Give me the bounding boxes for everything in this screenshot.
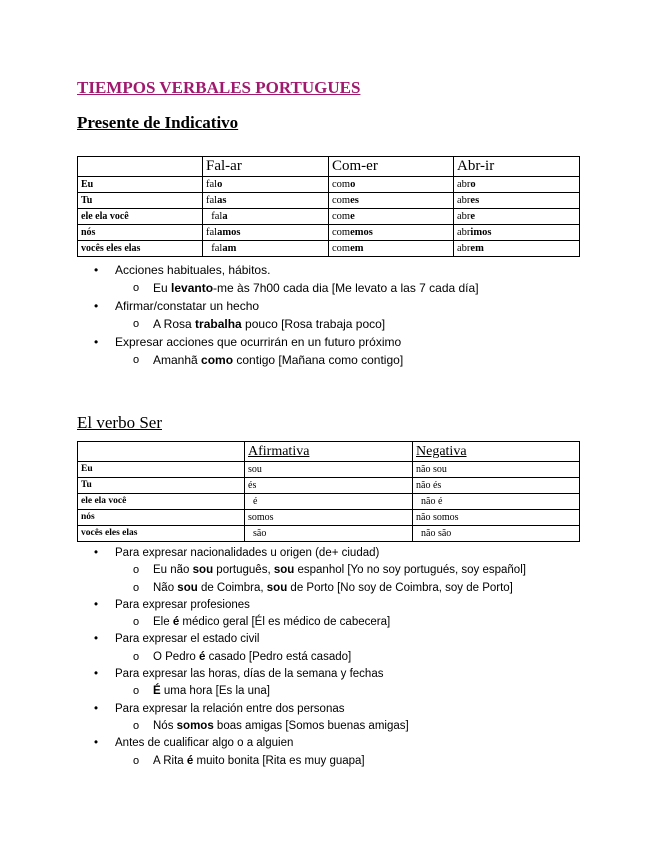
example-text: A Rita xyxy=(153,754,187,767)
example-text: Eu xyxy=(153,281,172,295)
conjugation-cell xyxy=(203,193,329,209)
example-item xyxy=(77,718,526,735)
negative-cell: não é xyxy=(413,494,580,510)
verb-stem: fal xyxy=(206,179,218,190)
example-verb: trabalha xyxy=(195,317,242,331)
pronoun-cell: nós xyxy=(78,225,203,241)
verb-stem: fal xyxy=(206,227,218,238)
pronoun-cell: Tu xyxy=(78,193,203,209)
example-text: Nós xyxy=(153,719,177,732)
example-verb: sou xyxy=(273,564,295,577)
example-text: uma hora [Es la una] xyxy=(160,685,270,698)
example-item xyxy=(77,753,526,770)
table-header-row xyxy=(78,157,580,177)
usage-list-presente xyxy=(77,261,479,369)
affirmative-cell: é xyxy=(245,494,413,510)
negative-cell: não és xyxy=(413,478,580,494)
example-item xyxy=(77,279,479,297)
conjugation-cell xyxy=(454,177,580,193)
example-verb: É xyxy=(153,685,161,698)
example-text: de Coimbra, xyxy=(197,581,267,594)
table-row xyxy=(78,494,580,510)
verb-stem: abr xyxy=(457,227,471,238)
example-item xyxy=(77,562,526,579)
column-header: Com-er xyxy=(329,157,454,177)
table-row xyxy=(78,526,580,542)
affirmative-cell: são xyxy=(245,526,413,542)
list-item: • Para expresar las horas, días de la semana y fechas xyxy=(77,666,526,683)
conjugation-cell xyxy=(329,209,454,225)
affirmative-cell: somos xyxy=(245,510,413,526)
section-title-ser: El verbo Ser xyxy=(77,413,162,432)
table-row xyxy=(78,462,580,478)
verb-ending: emos xyxy=(350,227,373,238)
column-header: Abr-ir xyxy=(454,157,580,177)
list-item: • Para expresar la relación entre dos personas xyxy=(77,701,526,718)
pronoun-cell: Eu xyxy=(78,462,245,478)
verb-ending: es xyxy=(350,195,359,206)
column-header xyxy=(413,442,580,462)
conjugation-table-presente xyxy=(77,156,580,257)
example-text: português, xyxy=(213,564,274,577)
example-text: contigo [Mañana como contigo] xyxy=(233,353,404,367)
verb-ending: e xyxy=(350,211,355,222)
conjugation-cell xyxy=(203,225,329,241)
example-item xyxy=(77,315,479,333)
usage-list-ser xyxy=(77,545,526,770)
example-text: boas amigas [Somos buenas amigas] xyxy=(213,719,409,732)
column-header: Fal-ar xyxy=(203,157,329,177)
table-row xyxy=(78,478,580,494)
example-verb: como xyxy=(201,353,234,367)
conjugation-cell xyxy=(454,209,580,225)
negative-cell: não são xyxy=(413,526,580,542)
conjugation-cell xyxy=(203,177,329,193)
conjugation-cell xyxy=(329,193,454,209)
conjugation-table-ser xyxy=(77,441,580,542)
example-verb: sou xyxy=(266,581,288,594)
example-item xyxy=(77,614,526,631)
table-row xyxy=(78,225,580,241)
conjugation-cell xyxy=(454,241,580,257)
section-title-presente: Presente de Indicativo xyxy=(77,113,239,132)
list-item: • Para expresar el estado civil xyxy=(77,631,526,648)
negative-cell: não sou xyxy=(413,462,580,478)
verb-ending: em xyxy=(350,243,364,254)
example-verb: é xyxy=(199,650,206,663)
verb-ending: as xyxy=(217,195,227,206)
list-item: • Expresar acciones que ocurrirán en un futuro próximo xyxy=(77,333,479,351)
affirmative-cell: sou xyxy=(245,462,413,478)
example-text: Ele xyxy=(153,616,173,629)
list-item: • Para expresar nacionalidades u origen (de+ ciudad) xyxy=(77,545,526,562)
pronoun-cell: nós xyxy=(78,510,245,526)
affirmative-cell: és xyxy=(245,478,413,494)
verb-stem: abr xyxy=(457,195,471,206)
pronoun-cell: ele ela você xyxy=(78,209,203,225)
conjugation-cell xyxy=(203,241,329,257)
example-text: espanhol [Yo no soy portugués, soy español] xyxy=(294,564,526,577)
conjugation-cell xyxy=(203,209,329,225)
document-title: TIEMPOS VERBALES PORTUGUES xyxy=(77,78,361,97)
verb-ending: o xyxy=(350,179,356,190)
verb-ending: a xyxy=(222,211,228,222)
example-verb: é xyxy=(172,616,180,629)
pronoun-cell: Tu xyxy=(78,478,245,494)
verb-stem: fal xyxy=(206,211,223,222)
example-verb: levanto xyxy=(171,281,214,295)
example-text: A Rosa xyxy=(153,317,196,331)
example-verb: somos xyxy=(176,719,214,732)
list-item: • Afirmar/constatar un hecho xyxy=(77,297,479,315)
conjugation-cell xyxy=(454,225,580,241)
verb-ending: amos xyxy=(217,227,241,238)
example-text: Amanhã xyxy=(153,353,202,367)
conjugation-cell xyxy=(329,177,454,193)
example-text: de Porto [No soy de Coimbra, soy de Porto] xyxy=(287,581,513,594)
conjugation-cell xyxy=(329,225,454,241)
table-header-row xyxy=(78,442,580,462)
example-item xyxy=(77,683,526,700)
table-row xyxy=(78,209,580,225)
column-header xyxy=(78,442,245,462)
verb-ending: imos xyxy=(470,227,492,238)
example-text: muito bonita [Rita es muy guapa] xyxy=(193,754,365,767)
verb-ending: o xyxy=(470,179,476,190)
example-item xyxy=(77,580,526,597)
example-text: casado [Pedro está casado] xyxy=(205,650,352,663)
table-row xyxy=(78,177,580,193)
example-verb: é xyxy=(186,754,194,767)
negative-cell: não somos xyxy=(413,510,580,526)
list-item: • Antes de cualificar algo o a alguien xyxy=(77,735,526,752)
example-text: Não xyxy=(153,581,178,594)
verb-ending: am xyxy=(222,243,237,254)
column-header-label: Negativa xyxy=(416,444,467,459)
example-text: O Pedro xyxy=(153,650,200,663)
list-item: • Para expresar profesiones xyxy=(77,597,526,614)
verb-ending: e xyxy=(470,211,476,222)
pronoun-cell: ele ela você xyxy=(78,494,245,510)
example-text: -me às 7h00 cada dia [Me levato a las 7 cada día] xyxy=(213,281,479,295)
verb-stem: fal xyxy=(206,195,218,206)
example-item xyxy=(77,351,479,369)
example-item xyxy=(77,649,526,666)
list-item: • Acciones habituales, hábitos. xyxy=(77,261,479,279)
verb-stem: fal xyxy=(206,243,223,254)
column-header xyxy=(78,157,203,177)
verb-ending: o xyxy=(217,179,223,190)
example-text: pouco [Rosa trabaja poco] xyxy=(241,317,386,331)
example-text: médico geral [Él es médico de cabecera] xyxy=(179,616,391,629)
verb-stem: com xyxy=(332,179,351,190)
table-row xyxy=(78,193,580,209)
pronoun-cell: vocês eles elas xyxy=(78,526,245,542)
verb-ending: es xyxy=(470,195,480,206)
table-row xyxy=(78,241,580,257)
verb-stem: abr xyxy=(457,243,471,254)
verb-stem: abr xyxy=(457,179,471,190)
example-verb: sou xyxy=(177,581,198,594)
pronoun-cell: vocês eles elas xyxy=(78,241,203,257)
column-header xyxy=(245,442,413,462)
column-header-label: Afirmativa xyxy=(248,444,310,459)
example-text: Eu não xyxy=(153,564,193,577)
pronoun-cell: Eu xyxy=(78,177,203,193)
verb-ending: em xyxy=(470,243,484,254)
conjugation-cell xyxy=(454,193,580,209)
verb-stem: com xyxy=(332,243,351,254)
verb-stem: com xyxy=(332,211,351,222)
conjugation-cell xyxy=(329,241,454,257)
verb-stem: com xyxy=(332,227,351,238)
verb-stem: com xyxy=(332,195,351,206)
table-row xyxy=(78,510,580,526)
verb-stem: abr xyxy=(457,211,471,222)
example-verb: sou xyxy=(192,564,214,577)
